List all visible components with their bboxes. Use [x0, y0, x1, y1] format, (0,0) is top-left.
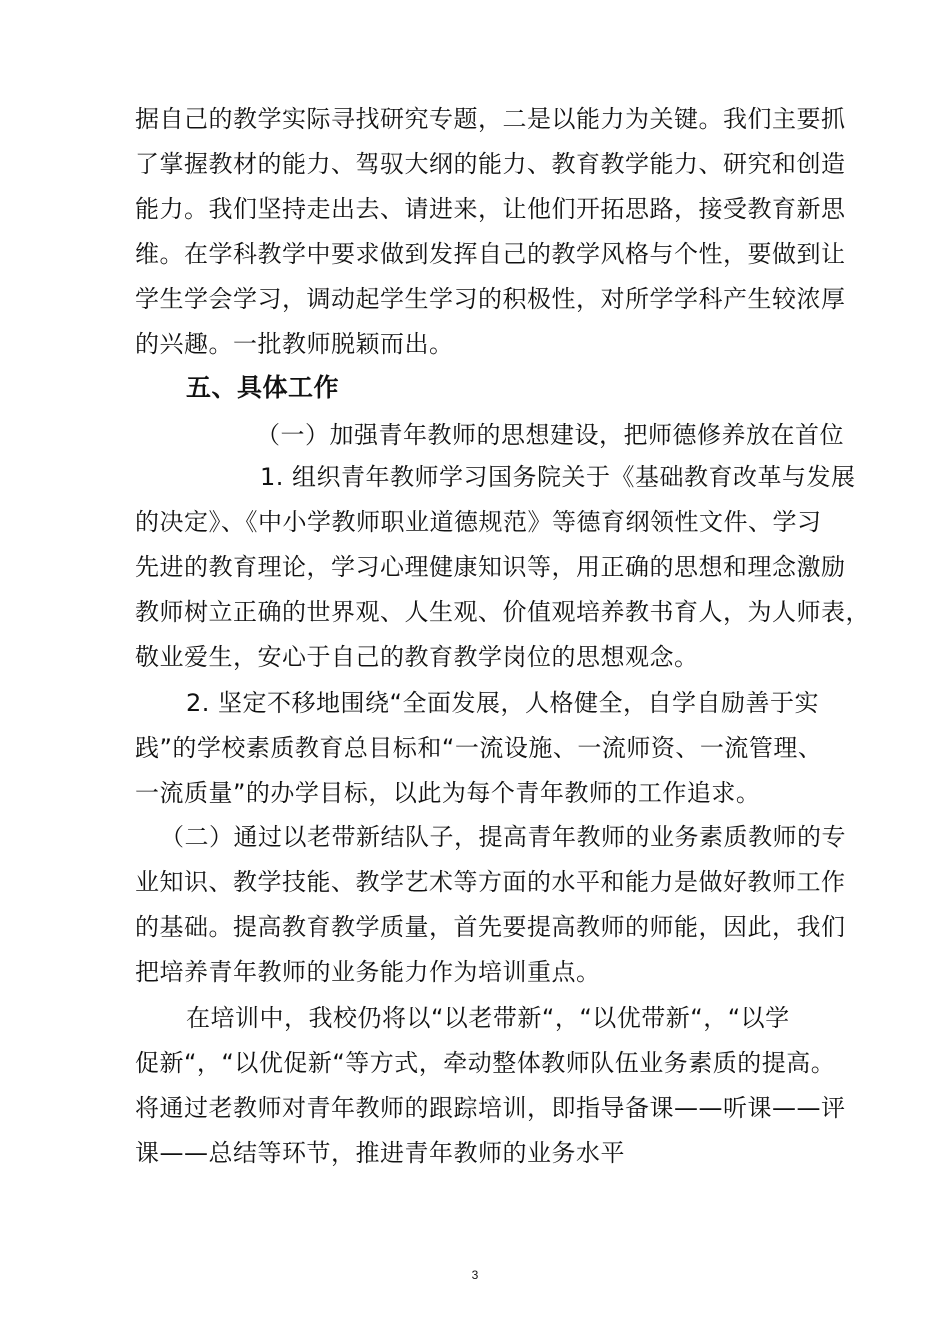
text-line: 的决定》、《中小学教师职业道德规范》等德育纲领性文件、学习: [135, 508, 822, 536]
text-line: 一流质量”的办学目标，以此为每个青年教师的工作追求。: [135, 779, 761, 807]
text-line: 能力。我们坚持走出去、请进来，让他们开拓思路，接受教育新思: [135, 195, 846, 223]
text-line: 敬业爱生，安心于自己的教育教学岗位的思想观念。: [135, 643, 699, 671]
text-line: 在培训中，我校仍将以“以老带新“，“以优带新“，“以学: [186, 1004, 790, 1032]
text-line: 据自己的教学实际寻找研究专题，二是以能力为关键。我们主要抓: [135, 105, 846, 133]
page-number: 3: [471, 1268, 479, 1282]
text-line: 的基础。提高教育教学质量，首先要提高教师的师能，因此，我们: [135, 913, 846, 941]
text-line: 1. 组织青年教师学习国务院关于《基础教育改革与发展: [260, 463, 856, 491]
text-line: 的兴趣。一批教师脱颖而出。: [135, 330, 454, 358]
section-heading: 五、具体工作: [186, 373, 340, 402]
text-line: 业知识、教学技能、教学艺术等方面的水平和能力是做好教师工作: [135, 868, 846, 896]
text-line: 践”的学校素质教育总目标和“一流设施、一流师资、一流管理、: [135, 734, 823, 762]
text-line: 2. 坚定不移地围绕“全面发展，人格健全，自学自励善于实: [186, 689, 819, 717]
text-line: 将通过老教师对青年教师的跟踪培训，即指导备课——听课——评: [135, 1094, 846, 1122]
text-line: 课——总结等环节，推进青年教师的业务水平: [135, 1139, 625, 1167]
text-line: 了掌握教材的能力、驾驭大纲的能力、教育教学能力、研究和创造: [135, 150, 846, 178]
text-line: 教师树立正确的世界观、人生观、价值观培养教书育人，为人师表，: [135, 598, 870, 626]
subheading: （一）加强青年教师的思想建设，把师德修养放在首位: [256, 421, 844, 449]
text-line: 先进的教育理论，学习心理健康知识等，用正确的思想和理念激励: [135, 553, 846, 581]
text-line: （二）通过以老带新结队子，提高青年教师的业务素质教师的专: [160, 823, 846, 851]
text-line: 维。在学科教学中要求做到发挥自己的教学风格与个性，要做到让: [135, 240, 846, 268]
text-line: 学生学会学习，调动起学生学习的积极性，对所学学科产生较浓厚: [135, 285, 846, 313]
text-line: 把培养青年教师的业务能力作为培训重点。: [135, 958, 601, 986]
text-line: 促新“，“以优促新“等方式，牵动整体教师队伍业务素质的提高。: [135, 1049, 836, 1077]
